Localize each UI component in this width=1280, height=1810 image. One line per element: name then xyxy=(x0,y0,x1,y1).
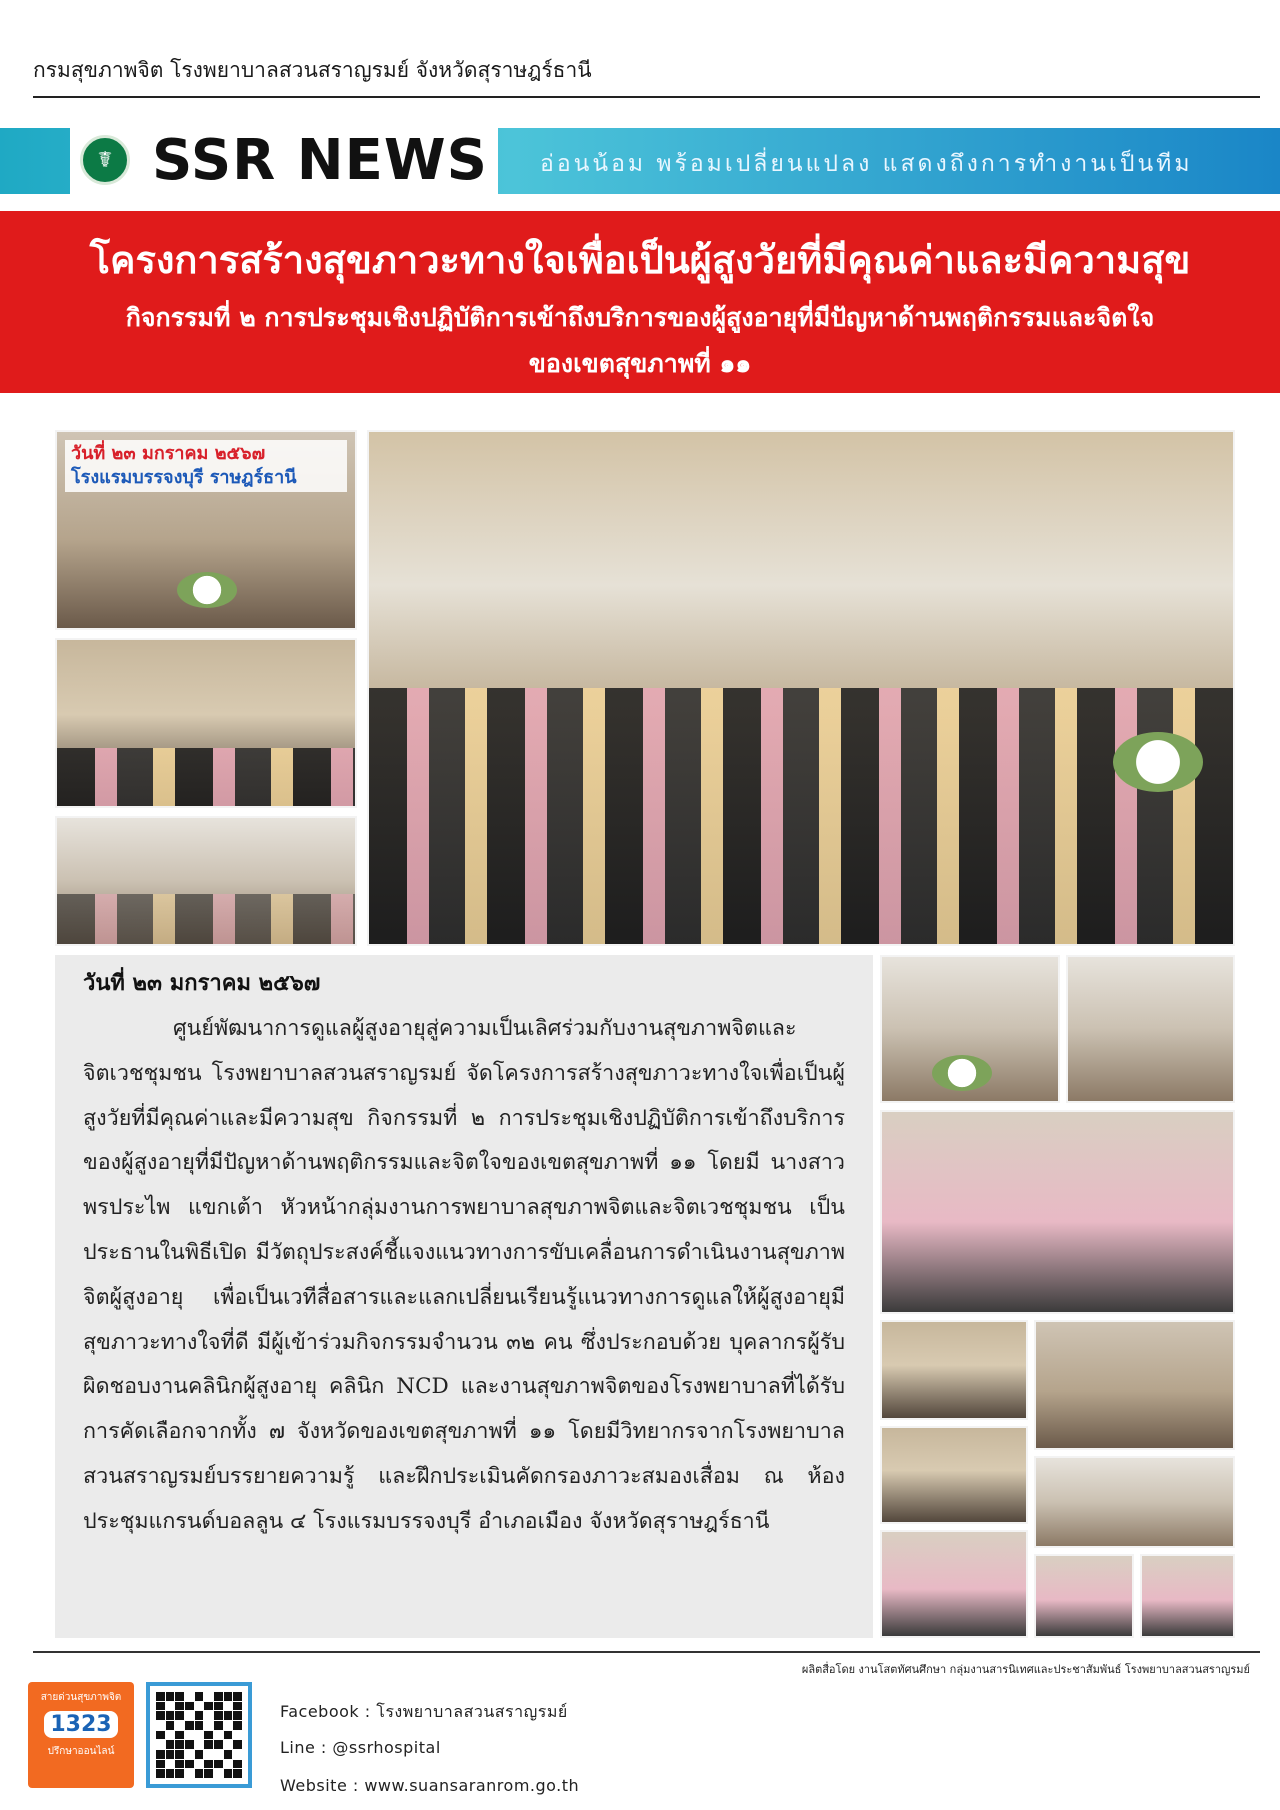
photo-participants-tables xyxy=(55,816,357,946)
article-box xyxy=(55,955,873,1638)
facebook-contact: Facebook : โรงพยาบาลสวนสราญรมย์ xyxy=(280,1702,568,1721)
headline-block xyxy=(0,211,1280,393)
photo-presentation-screen xyxy=(1034,1456,1235,1548)
flower-decoration xyxy=(177,572,237,608)
hotline-number: 1323 xyxy=(44,1711,117,1738)
ministry-logo-icon: ☤ xyxy=(75,130,135,190)
banner-slogan: อ่อนน้อม พร้อมเปลี่ยนแปลง แสดงถึงการทำงานเป็นทีม xyxy=(540,151,1193,177)
line-contact: Line : @ssrhospital xyxy=(280,1738,441,1757)
photo-lecturer-podium xyxy=(1034,1320,1235,1450)
header-divider xyxy=(33,96,1260,98)
footer-divider xyxy=(33,1651,1260,1653)
website-link[interactable]: Website : www.suansaranrom.go.th xyxy=(280,1776,580,1795)
hotline-label: สายด่วนสุขภาพจิต xyxy=(40,1692,122,1703)
photo-table-group-2 xyxy=(880,1426,1028,1524)
headline-title: โครงการสร้างสุขภาวะทางใจเพื่อเป็นผู้สูงวัยที่มีคุณค่าและมีความสุข xyxy=(89,238,1191,282)
subtitle-line-1: กิจกรรมที่ ๒ การประชุมเชิงปฏิบัติการเข้าถึงบริการของผู้สูงอายุที่มีปัญหาด้านพฤติกรรมและจิตใจ xyxy=(125,303,1155,332)
article-date: วันที่ ๒๓ มกราคม ๒๕๖๗ xyxy=(83,971,321,996)
newsletter-brand: SSR NEWS xyxy=(152,128,488,193)
photo-meeting-hall xyxy=(55,638,357,808)
photo-speaker-seated xyxy=(880,955,1060,1103)
headline-subtitle xyxy=(50,295,1230,387)
subtitle-line-2: ของเขตสุขภาพที่ ๑๑ xyxy=(528,349,752,378)
photo-speaker-standing xyxy=(1066,955,1235,1103)
photo-group-portrait xyxy=(367,430,1235,946)
photo-participants-3 xyxy=(1140,1554,1235,1638)
photo-participants-1 xyxy=(880,1530,1028,1638)
photo-opening-speaker xyxy=(55,430,357,630)
qr-code-icon xyxy=(146,1682,252,1788)
photo-workshop-session xyxy=(880,1110,1235,1314)
flower-decoration xyxy=(1113,732,1203,792)
photo-caption-venue: โรงแรมบรรจงบุรี ราษฎร์ธานี xyxy=(71,467,297,488)
photo-table-group-1 xyxy=(880,1320,1028,1420)
mental-health-hotline-badge xyxy=(28,1682,134,1788)
photo-participants-2 xyxy=(1034,1554,1134,1638)
photo-caption-date: วันที่ ๒๓ มกราคม ๒๕๖๗ xyxy=(71,443,266,464)
department-header: กรมสุขภาพจิต โรงพยาบาลสวนสราญรมย์ จังหวัดสุราษฎร์ธานี xyxy=(33,58,592,82)
article-body: ศูนย์พัฒนาการดูแลผู้สูงอายุสู่ความเป็นเลิศร่วมกับงานสุขภาพจิตและจิตเวชชุมชน โรงพยาบาลสวนสราญรมย์ จัดโครงการสร้างสุขภาวะทางใจเพื่อเป็นผู้สูงวัยที่มีคุณค่าและมีความสุข กิจกรรมที่ ๒ การประชุมเชิงปฏิบัติการเข้าถึงบริการของผู้สูงอายุที่มีปัญหาด้านพฤติกรรมและจิตใจของเขตสุขภาพที่ ๑๑ โดยมี นางสาวพรประไพ แขกเต้า หัวหน้ากลุ่มงานการพยาบาลสุขภาพจิตและจิตเวชชุมชน เป็นประธานในพิธีเปิด มีวัตถุประสงค์ชี้แจงแนวทางการขับเคลื่อนการดำเนินงานสุขภาพจิตผู้สูงอายุ เพื่อเป็นเวทีสื่อสารและแลกเปลี่ยนเรียนรู้แนวทางการดูแลให้ผู้สูงอายุมีสุขภาวะทางใจที่ดี มีผู้เข้าร่วมกิจกรรมจำนวน ๓๒ คน ซึ่งประกอบด้วย บุคลากรผู้รับผิดชอบงานคลินิกผู้สูงอายุ คลินิก NCD และงานสุขภาพจิตของโรงพยาบาลที่ได้รับการคัดเลือกจากทั้ง ๗ จังหวัดของเขตสุขภาพที่ ๑๑ โดยมีวิทยากรจากโรงพยาบาลสวนสราญรมย์บรรยายความรู้ และฝึกประเมินคัดกรองภาวะสมองเสื่อม ณ ห้องประชุมแกรนด์บอลลูน ๔ โรงแรมบรรจงบุรี อำเภอเมือง จังหวัดสุราษฎร์ธานี xyxy=(83,1016,845,1534)
hotline-online-label: ปรึกษาออนไลน์ xyxy=(47,1746,115,1757)
production-credit: ผลิตสื่อโดย งานโสตทัศนศึกษา กลุ่มงานสารนิเทศและประชาสัมพันธ์ โรงพยาบาลสวนสราญรมย์ xyxy=(801,1663,1250,1676)
